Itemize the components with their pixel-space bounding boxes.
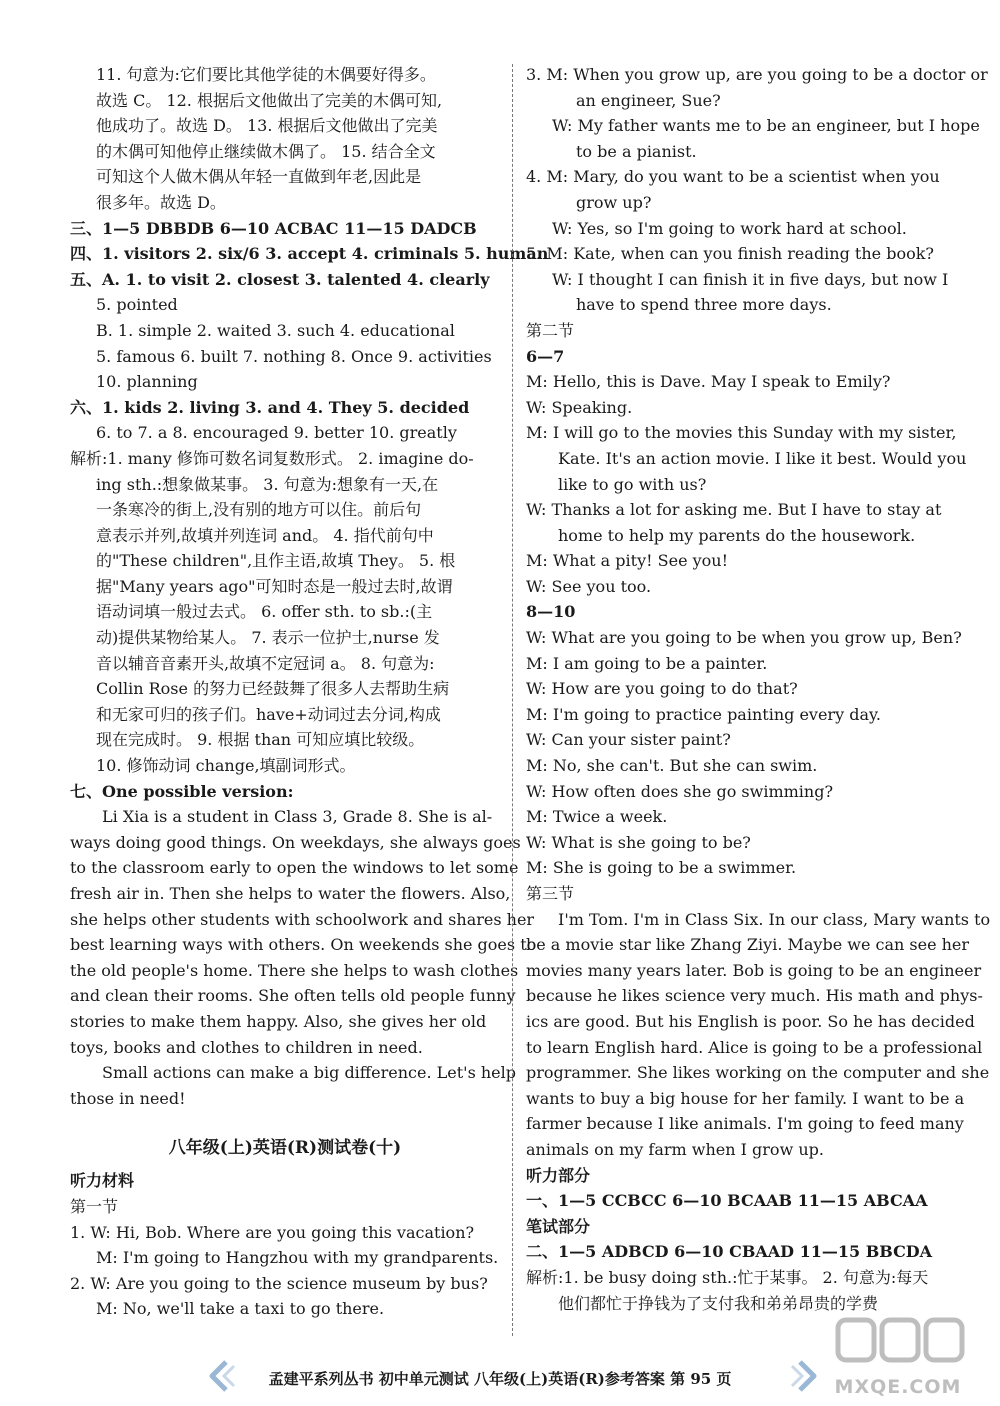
section-three-answers: 三、1—5 DBBDB 6—10 ACBAC 11—15 DADCB (70, 218, 477, 238)
section-five-answers: 5. famous 6. built 7. nothing 8. Once 9. activities (96, 346, 492, 366)
section-five-answers: 5. pointed (96, 295, 178, 315)
section-four-answers: 四、1. visitors 2. six/6 3. accept 4. criminals 5. human (70, 244, 549, 264)
essay-line: stories to make them happy. Also, she gives her old (70, 1011, 487, 1031)
analysis-line: ing sth.:想象做某事。 3. 句意为:想象有一天,在 (96, 474, 439, 494)
passage-line: to learn English hard. Alice is going to be a professional (526, 1037, 983, 1057)
essay-line: ways doing good things. On weekdays, she always goes (70, 832, 521, 852)
dialog-line: W: Speaking. (526, 397, 633, 417)
analysis-line: 音以辅音音素开头,故填不定冠词 a。 8. 句意为: (96, 653, 435, 673)
analysis-line: 动)提供某物给某人。 7. 表示一位护士,nurse 发 (96, 628, 440, 648)
written-part-heading: 笔试部分 (526, 1216, 591, 1236)
analysis-line: 据"Many years ago"可知时态是一般过去时,故谓 (96, 576, 453, 596)
section-seven-heading: 七、One possible version: (70, 781, 294, 801)
analysis-line: 他成功了。故选 D。 13. 根据后文他做出了完美 (96, 116, 438, 136)
dialog-line: M: Twice a week. (526, 807, 668, 827)
analysis-line: 解析:1. many 修饰可数名词复数形式。 2. imagine do- (70, 448, 474, 468)
passage-line: be a movie star like Zhang Ziyi. Maybe we can see her (526, 935, 970, 955)
dialog-line: W: How are you going to do that? (526, 679, 798, 699)
dialog-line: W: Thanks a lot for asking me. But I have to stay at (526, 500, 942, 520)
dialog-line: grow up? (576, 192, 652, 212)
dialog-line: M: I'm going to practice painting every day. (526, 704, 881, 724)
passage-line: I'm Tom. I'm in Class Six. In our class, Mary wants to (558, 909, 991, 929)
test-title: 八年级(上)英语(R)测试卷(十) (168, 1138, 402, 1159)
essay-line: those in need! (70, 1088, 186, 1108)
dialog-line: M: I'm going to Hangzhou with my grandparents. (96, 1248, 499, 1268)
dialog-line: 4. M: Mary, do you want to be a scientist when you (526, 167, 940, 187)
listening-part-heading: 听力部分 (526, 1165, 591, 1185)
analysis-line: 故选 C。 12. 根据后文他做出了完美的木偶可知, (96, 90, 443, 110)
passage-line: because he likes science very much. His math and phys- (526, 986, 983, 1006)
listening-material-heading: 听力材料 (70, 1171, 135, 1191)
essay-line: and clean their rooms. She often tells old people funny (70, 986, 516, 1006)
passage-line: ics are good. But his English is poor. So he has decided (526, 1011, 975, 1031)
question-range: 8—10 (526, 602, 576, 622)
dialog-line: have to spend three more days. (576, 295, 832, 315)
dialog-line: 1. W: Hi, Bob. Where are you going this vacation? (70, 1222, 475, 1242)
section-label: 第一节 (70, 1196, 119, 1216)
dialog-line: 5. M: Kate, when can you finish reading the book? (526, 244, 934, 264)
analysis-line: 语动词填一般过去式。 6. offer sth. to sb.:(主 (96, 602, 433, 622)
dialog-line: W: What are you going to be when you grow up, Ben? (526, 628, 962, 648)
dialog-line: like to go with us? (558, 474, 707, 494)
section-label: 第三节 (526, 884, 575, 903)
dialog-line: W: Can your sister paint? (526, 730, 731, 750)
dialog-line: W: My father wants me to be an engineer, but I hope (552, 116, 980, 136)
watermark-logo (818, 1312, 978, 1400)
section-five-answers-a: 五、A. 1. to visit 2. closest 3. talented 4. clearly (70, 269, 490, 289)
dialog-line: W: What is she going to be? (526, 832, 751, 852)
analysis-line: 可知这个人做木偶从年轻一直做到年老,因此是 (96, 167, 422, 187)
section-label: 第二节 (526, 320, 575, 340)
analysis-line: 10. 修饰动词 change,填副词形式。 (96, 756, 356, 776)
analysis-line: 和无家可归的孩子们。have+动词过去分词,构成 (96, 704, 441, 724)
passage-line: programmer. She likes working on the computer and she (526, 1063, 990, 1083)
section-five-answers: 10. planning (96, 372, 198, 392)
dialog-line: M: No, we'll take a taxi to go there. (96, 1299, 385, 1319)
essay-line: the old people's home. There she helps to wash clothes (70, 960, 519, 980)
dialog-line: W: Yes, so I'm going to work hard at school. (552, 218, 907, 238)
right-column (526, 62, 991, 1316)
essay-line: Small actions can make a big difference. Let's help (102, 1063, 517, 1083)
essay-line: toys, books and clothes to children in need. (70, 1037, 423, 1057)
dialog-line: M: Hello, this is Dave. May I speak to Emily? (526, 372, 891, 392)
passage-line: animals on my farm when I grow up. (526, 1139, 824, 1159)
passage-line: farmer because I like animals. I'm going to feed many (526, 1114, 964, 1134)
dialog-line: W: I thought I can finish it in five days, but now I (552, 269, 949, 289)
essay-line: fresh air in. Then she helps to water the flowers. Also, (70, 884, 511, 903)
dialog-line: W: How often does she go swimming? (526, 781, 834, 801)
footer-text: 孟建平系列丛书 初中单元测试 八年级(上)英语(R)参考答案 第 95 页 (268, 1370, 732, 1388)
analysis-line: 现在完成时。 9. 根据 than 可知应填比较级。 (96, 730, 425, 750)
dialog-line: to be a pianist. (576, 141, 697, 161)
watermark-badge-icon (818, 1312, 978, 1372)
watermark-text: MXQE.COM (834, 1376, 962, 1398)
written-answers: 二、1—5 ADBCD 6—10 CBAAD 11—15 BBCDA (526, 1242, 933, 1262)
analysis-line: 他们都忙于挣钱为了支付我和弟弟昂贵的学费 (558, 1293, 879, 1313)
analysis-line: 意表示并列,故填并列连词 and。 4. 指代前句中 (96, 525, 434, 545)
dialog-line: Kate. It's an action movie. I like it best. Would you (558, 448, 967, 468)
dialog-line: W: See you too. (526, 576, 652, 596)
listening-answers: 一、1—5 CCBCC 6—10 BCAAB 11—15 ABCAA (526, 1191, 928, 1211)
analysis-line: 一条寒冷的街上,没有别的地方可以住。前后句 (96, 500, 422, 520)
passage-line: movies many years later. Bob is going to be an engineer (526, 960, 982, 980)
analysis-line: 的木偶可知他停止继续做木偶了。 15. 结合全文 (96, 141, 436, 161)
dialog-line: 2. W: Are you going to the science museum by bus? (70, 1273, 488, 1293)
dialog-line: an engineer, Sue? (576, 90, 721, 110)
essay-line: best learning ways with others. On weekends she goes to (70, 935, 537, 955)
analysis-line: 很多年。故选 D。 (96, 192, 226, 212)
dialog-line: M: I am going to be a painter. (526, 653, 768, 673)
column-divider (512, 64, 513, 1336)
dialog-line: M: No, she can't. But she can swim. (526, 756, 818, 776)
essay-line: she helps other students with schoolwork and shares her (70, 909, 535, 929)
essay-line: Li Xia is a student in Class 3, Grade 8. She is al- (102, 807, 493, 827)
analysis-line: 的"These children",且作主语,故填 They。 5. 根 (96, 551, 456, 571)
dialog-line: home to help my parents do the housework. (558, 525, 916, 545)
dialog-line: M: I will go to the movies this Sunday with my sister, (526, 423, 957, 443)
analysis-line: Collin Rose 的努力已经鼓舞了很多人去帮助生病 (96, 679, 450, 699)
section-six-answers: 六、1. kids 2. living 3. and 4. They 5. decided (70, 397, 470, 417)
dialog-line: 3. M: When you grow up, are you going to be a doctor or (526, 65, 988, 84)
dialog-line: M: What a pity! See you! (526, 551, 729, 571)
analysis-line: 解析:1. be busy doing sth.:忙于某事。 2. 句意为:每天 (526, 1267, 929, 1287)
section-five-answers-b: B. 1. simple 2. waited 3. such 4. educational (96, 320, 455, 340)
question-range: 6—7 (526, 346, 565, 366)
section-six-answers: 6. to 7. a 8. encouraged 9. better 10. greatly (96, 423, 457, 443)
analysis-line: 11. 句意为:它们要比其他学徒的木偶要好得多。 (96, 65, 436, 84)
passage-line: wants to buy a big house for her family. I want to be a (526, 1088, 965, 1108)
essay-line: to the classroom early to open the windows to let some (70, 858, 519, 878)
dialog-line: M: She is going to be a swimmer. (526, 858, 797, 878)
